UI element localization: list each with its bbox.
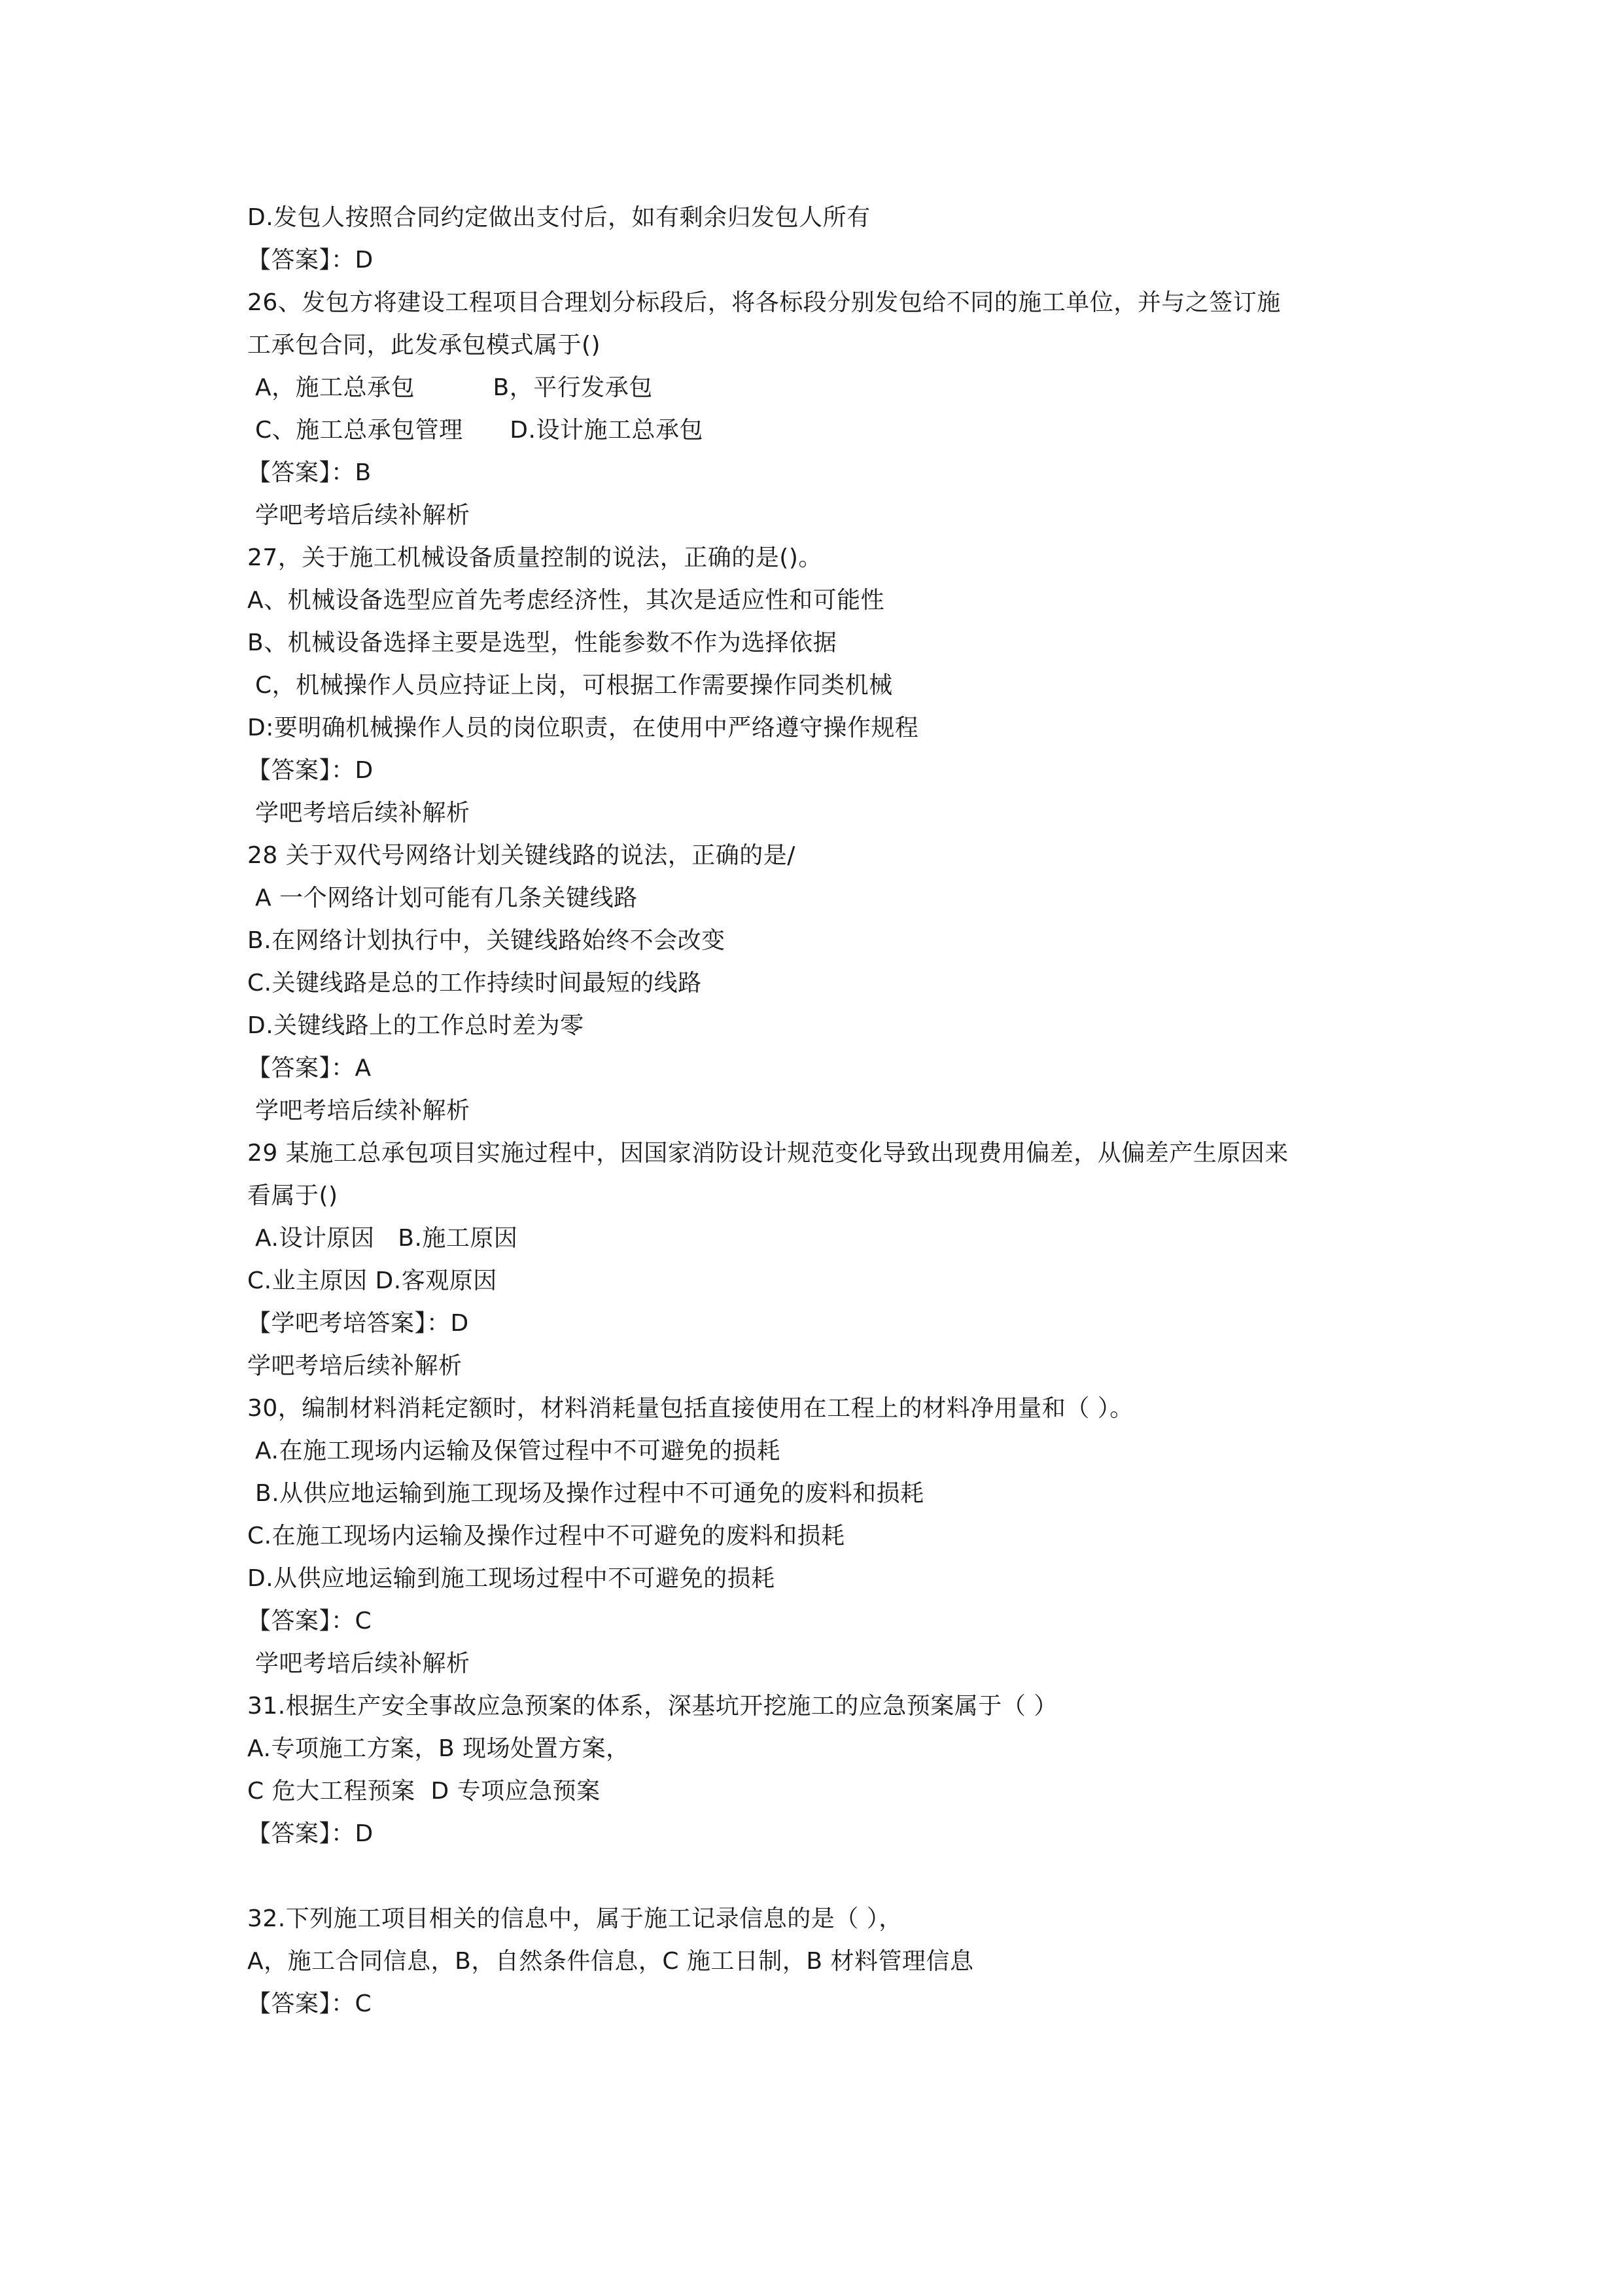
analysis-note: 学吧考培后续补解析	[255, 1650, 470, 1677]
question-27-option-d: D:要明确机械操作人员的岗位职责，在使用中严络遵守操作规程	[247, 715, 919, 741]
question-31-text: 31.根据生产安全事故应急预案的体系，深基坑开挖施工的应急预案属于（ ）	[247, 1693, 1058, 1720]
question-32-options: A，施工合同信息，B，自然条件信息，C 施工日制，B 材料管理信息	[247, 1948, 974, 1975]
question-31-options-cd: C 危大工程预案 D 专项应急预案	[247, 1778, 601, 1805]
question-30-option-c: C.在施工现场内运输及操作过程中不可避免的废料和损耗	[247, 1523, 845, 1549]
question-28-option-a: A 一个网络计划可能有几条关键线路	[255, 885, 638, 911]
answer-line: 【答案】：C	[247, 1990, 372, 2017]
question-28-option-c: C.关键线路是总的工作持续时间最短的线路	[247, 970, 702, 997]
question-29-options-cd: C.业主原因 D.客观原因	[247, 1267, 497, 1294]
question-31-options-ab: A.专项施工方案，B 现场处置方案，	[247, 1735, 630, 1762]
answer-line: 【学吧考培答案】：D	[247, 1310, 469, 1337]
answer-line: 【答案】：B	[247, 459, 372, 486]
analysis-note: 学吧考培后续补解析	[255, 1097, 470, 1124]
answer-line: 【答案】：A	[247, 1055, 372, 1082]
question-26-text: 26、发包方将建设工程项目合理划分标段后，将各标段分别发包给不同的施工单位，并与之签订施	[247, 289, 1281, 316]
answer-line: 【答案】：D	[247, 1820, 374, 1847]
question-30-option-b: B.从供应地运输到施工现场及操作过程中不可通免的废料和损耗	[255, 1480, 924, 1507]
question-27-option-c: C，机械操作人员应持证上岗，可根据工作需要操作同类机械	[255, 672, 893, 699]
analysis-note: 学吧考培后续补解析	[255, 502, 470, 529]
option-text: D.发包人按照合同约定做出支付后，如有剩余归发包人所有	[247, 204, 871, 231]
analysis-note: 学吧考培后续补解析	[247, 1352, 462, 1379]
question-29-text: 29 某施工总承包项目实施过程中，因国家消防设计规范变化导致出现费用偏差，从偏差产生原因来	[247, 1140, 1289, 1167]
analysis-note: 学吧考培后续补解析	[255, 800, 470, 826]
question-27-text: 27，关于施工机械设备质量控制的说法，正确的是()。	[247, 544, 822, 571]
question-28-option-b: B.在网络计划执行中，关键线路始终不会改变	[247, 927, 725, 954]
question-28-text: 28 关于双代号网络计划关键线路的说法，正确的是/	[247, 842, 795, 869]
question-26-options-ab: A，施工总承包 B，平行发承包	[255, 374, 653, 401]
question-30-text: 30，编制材料消耗定额时，材料消耗量包括直接使用在工程上的材料净用量和（ ）。	[247, 1395, 1134, 1422]
question-30-option-a: A.在施工现场内运输及保管过程中不可避免的损耗	[255, 1438, 780, 1464]
question-30-option-d: D.从供应地运输到施工现场过程中不可避免的损耗	[247, 1565, 775, 1592]
document-body	[247, 196, 1399, 2025]
question-26-options-cd: C、施工总承包管理 D.设计施工总承包	[255, 417, 703, 444]
question-32-text: 32.下列施工项目相关的信息中，属于施工记录信息的是（ ），	[247, 1905, 903, 1932]
question-28-option-d: D.关键线路上的工作总时差为零	[247, 1012, 584, 1039]
answer-line: 【答案】：C	[247, 1608, 372, 1634]
blank-line	[247, 1855, 1399, 1898]
question-27-option-a: A、机械设备选型应首先考虑经济性，其次是适应性和可能性	[247, 587, 885, 614]
question-29-options-ab: A.设计原因 B.施工原因	[255, 1225, 518, 1252]
answer-line: 【答案】：D	[247, 757, 374, 784]
question-26-text-cont: 工承包合同，此发承包模式属于()	[247, 332, 601, 359]
question-29-text-cont: 看属于()	[247, 1182, 338, 1209]
answer-line: 【答案】：D	[247, 247, 374, 274]
question-27-option-b: B、机械设备选择主要是选型，性能参数不作为选择依据	[247, 629, 837, 656]
